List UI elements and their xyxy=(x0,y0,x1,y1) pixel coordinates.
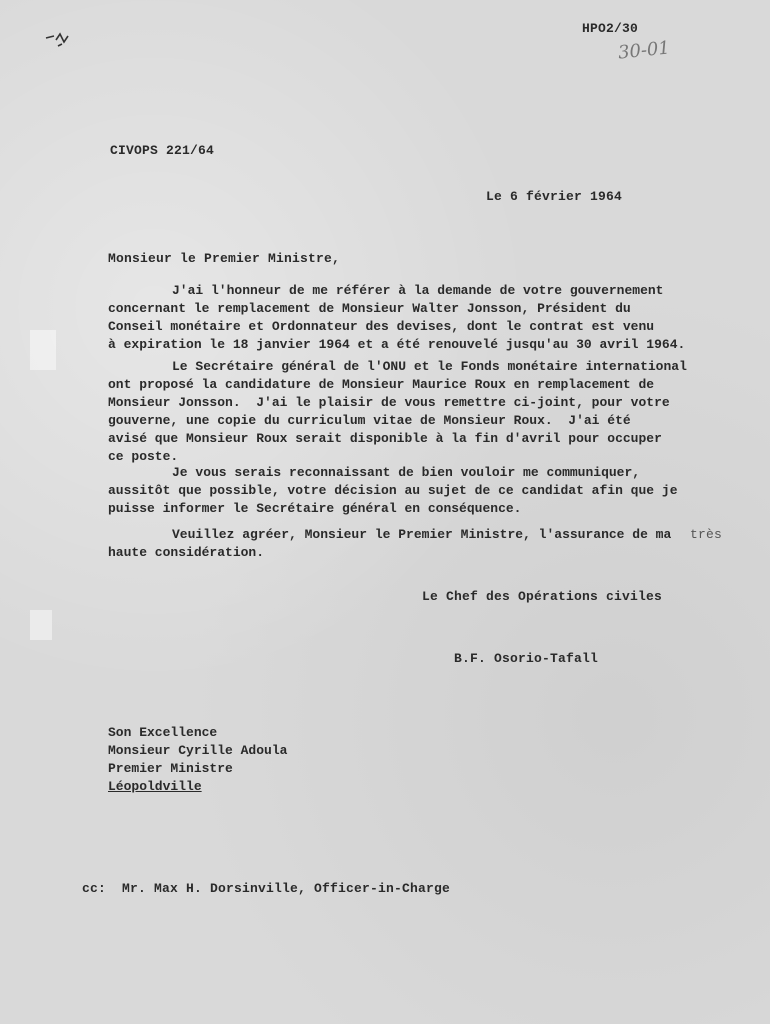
paragraph-line: concernant le remplacement de Monsieur Walter Jonsson, Président du xyxy=(108,301,631,316)
paragraph-line: ont proposé la candidature de Monsieur Maurice Roux en remplacement de xyxy=(108,377,655,392)
salutation: Monsieur le Premier Ministre, xyxy=(108,251,341,266)
reference-code: HPO2/30 xyxy=(582,21,639,36)
paragraph-line: haute considération. xyxy=(108,545,265,560)
paragraph-line: gouverne, une copie du curriculum vitae de Monsieur Roux. J'ai été xyxy=(108,413,631,428)
sender-title: Le Chef des Opérations civiles xyxy=(422,589,663,604)
recipient-line: Premier Ministre xyxy=(108,761,233,776)
paragraph-line: ce poste. xyxy=(108,449,179,464)
paragraph-line: Conseil monétaire et Ordonnateur des devises, dont le contrat est venu xyxy=(108,319,655,334)
paragraph-3 xyxy=(108,464,678,518)
sender-name: B.F. Osorio-Tafall xyxy=(454,651,599,666)
ink-speck-mark xyxy=(44,30,74,52)
tres-insertion: très xyxy=(690,527,723,542)
recipient-line: Son Excellence xyxy=(108,725,218,740)
letter-date: Le 6 février 1964 xyxy=(486,189,623,204)
paragraph-1 xyxy=(108,282,685,354)
paragraph-line: à expiration le 18 janvier 1964 et a été renouvelé jusqu'au 30 avril 1964. xyxy=(108,337,686,352)
paragraph-2 xyxy=(108,358,687,466)
paragraph-line: J'ai l'honneur de me référer à la demande de votre gouvernement xyxy=(172,283,664,298)
paragraph-line: Le Secrétaire général de l'ONU et le Fonds monétaire international xyxy=(172,359,687,374)
handwritten-reference: 30-01 xyxy=(617,37,671,64)
paragraph-line: puisse informer le Secrétaire général en conséquence. xyxy=(108,501,522,516)
paragraph-line: Veuillez agréer, Monsieur le Premier Ministre, l'assurance de ma xyxy=(172,527,672,542)
civops-reference: CIVOPS 221/64 xyxy=(110,143,215,158)
paragraph-line: avisé que Monsieur Roux serait disponible à la fin d'avril pour occuper xyxy=(108,431,662,446)
closing-paragraph xyxy=(108,526,671,562)
paragraph-line: Monsieur Jonsson. J'ai le plaisir de vous remettre ci-joint, pour votre xyxy=(108,395,670,410)
paper-stain xyxy=(30,330,56,370)
paragraph-line: aussitôt que possible, votre décision au sujet de ce candidat afin que je xyxy=(108,483,678,498)
recipient-block xyxy=(108,724,287,796)
paragraph-line: Je vous serais reconnaissant de bien vouloir me communiquer, xyxy=(172,465,641,480)
paper-stain xyxy=(30,610,52,640)
recipient-city: Léopoldville xyxy=(108,779,202,794)
recipient-line: Monsieur Cyrille Adoula xyxy=(108,743,288,758)
cc-line: cc: Mr. Max H. Dorsinville, Officer-in-Charge xyxy=(82,881,451,896)
